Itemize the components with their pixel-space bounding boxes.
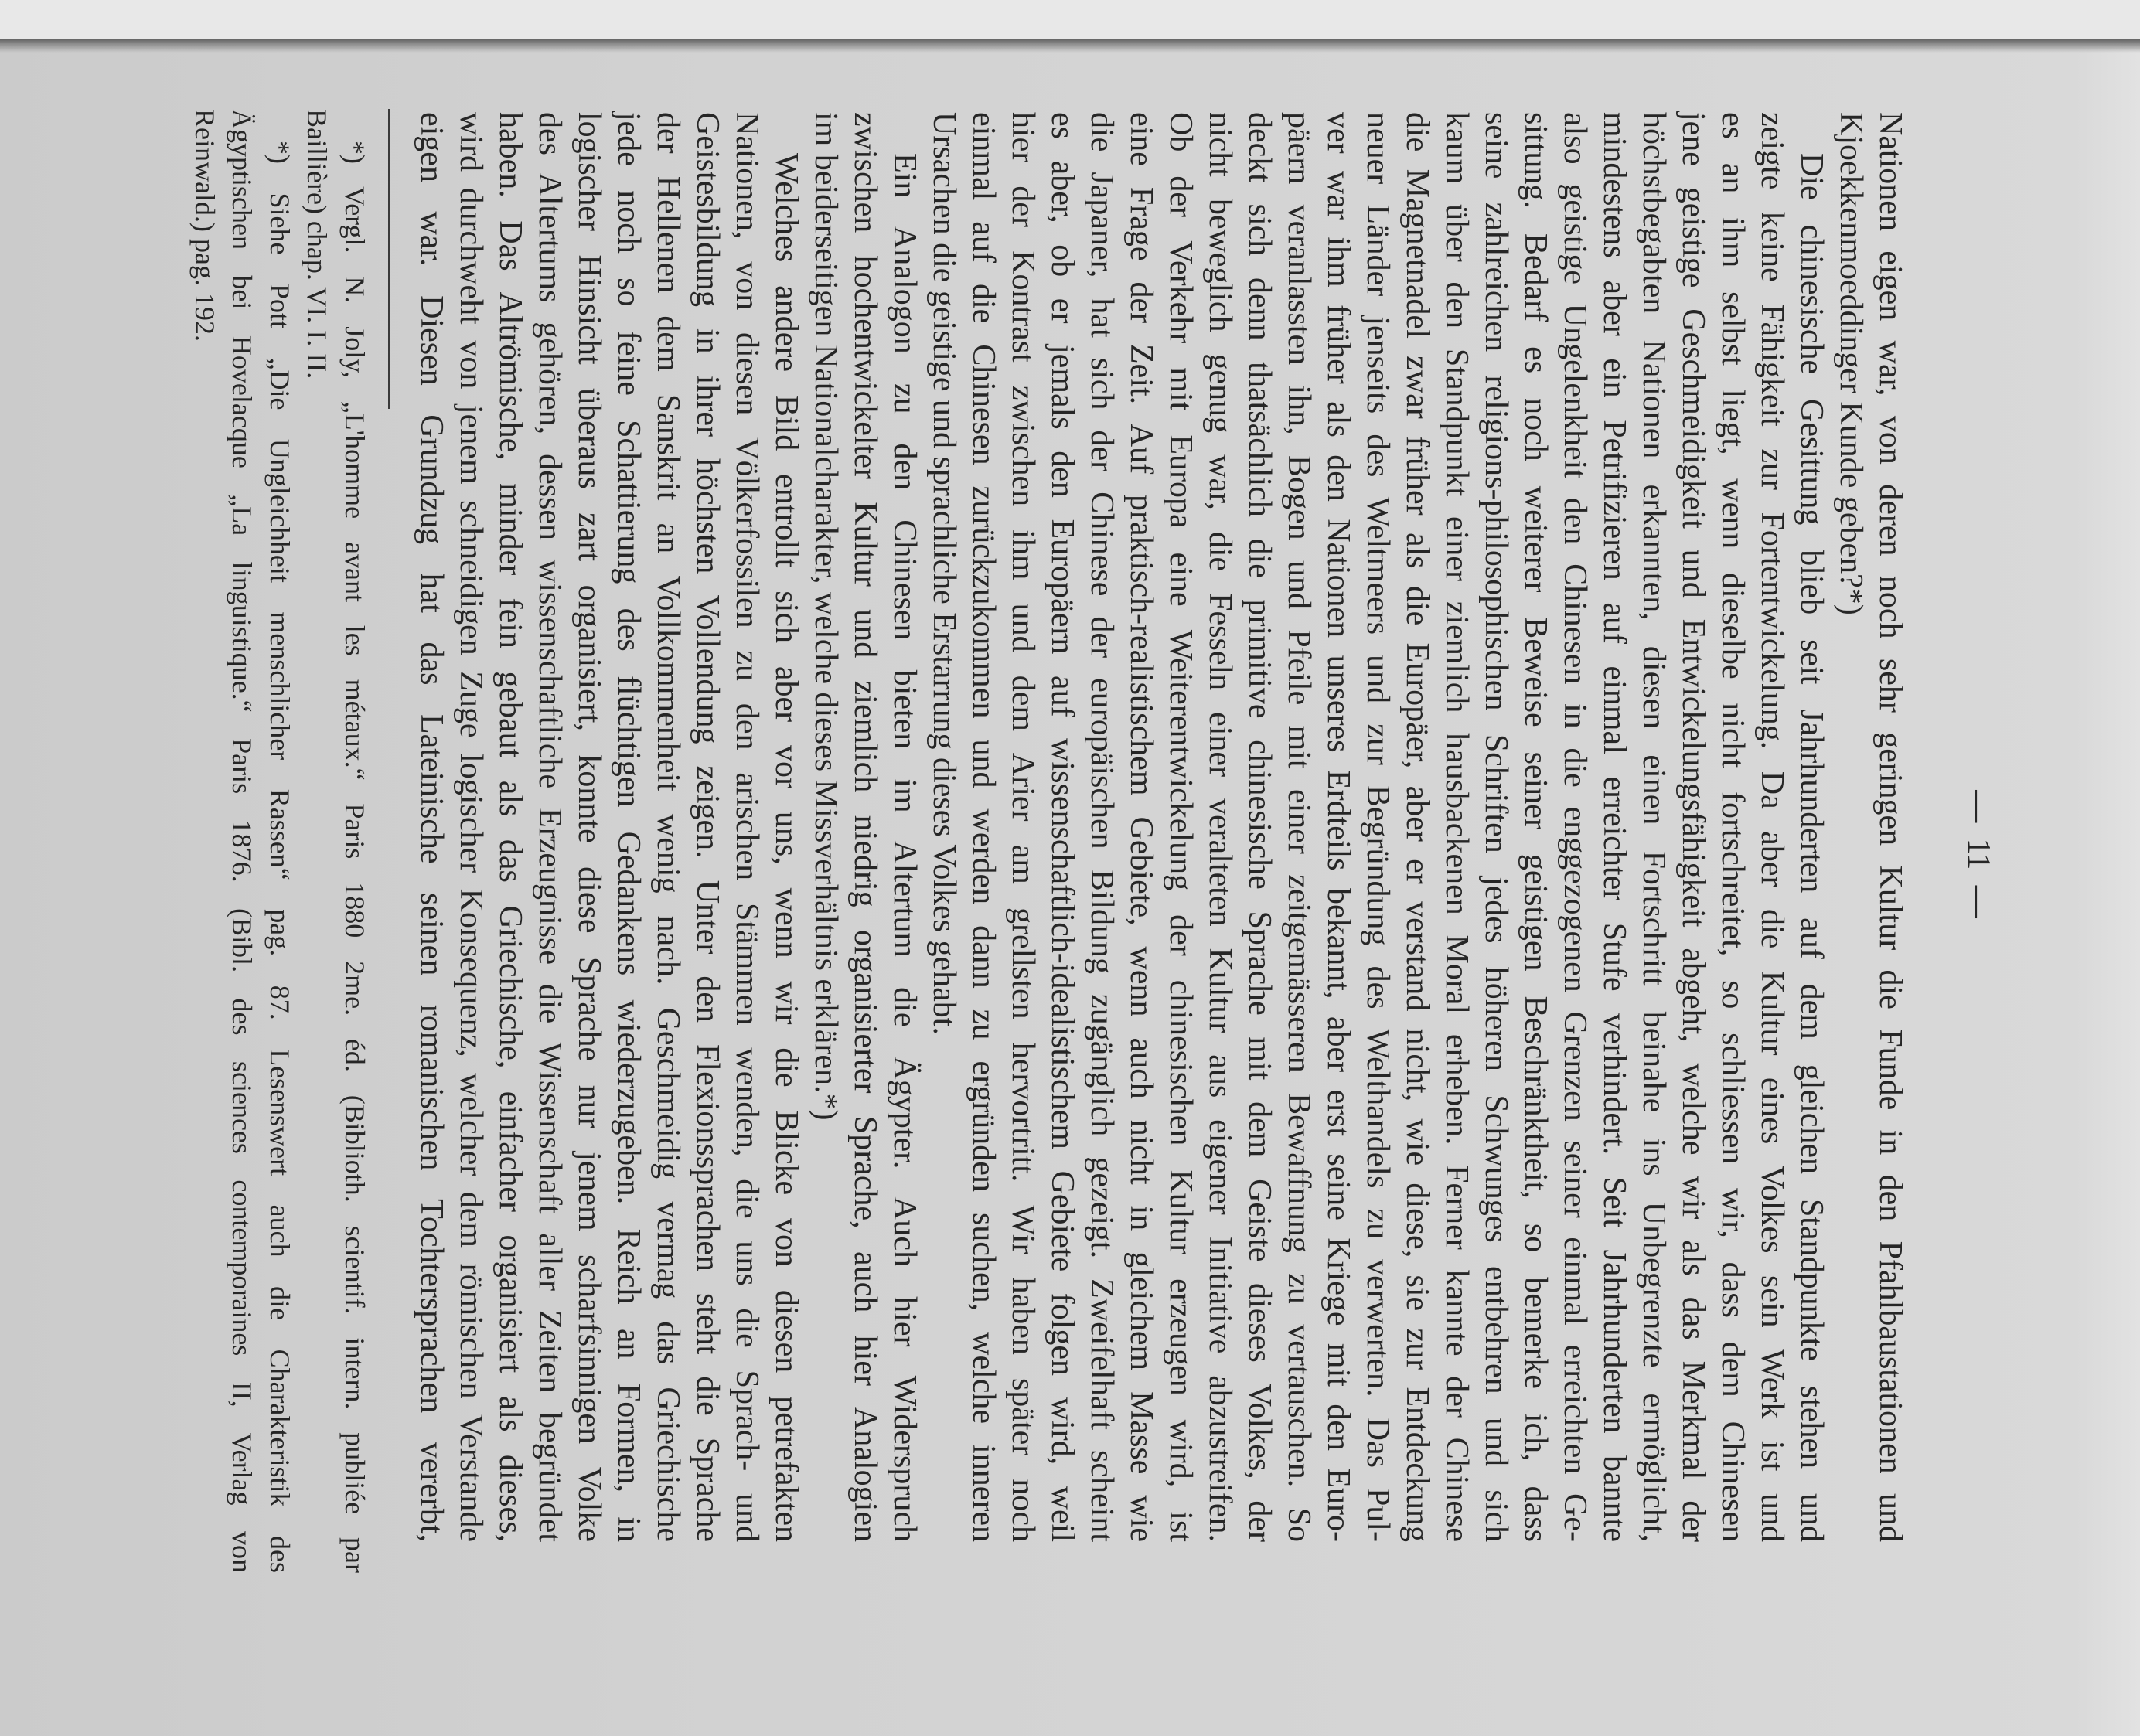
text-line: seine zahlreichen religions-philosophischen Schriften jedes höheren Schwunges entbehren und sich <box>1478 112 1514 1542</box>
text-line: Nationen eigen war, von deren noch sehr geringen Kultur die Funde in den Pfahlbaustationen und <box>1872 112 1908 1542</box>
text-line: im beiderseitigen Nationalcharakter, welche dieses Missverhältnis erklären.*) <box>808 112 843 1121</box>
paragraph <box>924 112 1831 1542</box>
text-line: jene geistige Geschmeidigkeit und Entwickelungsfähigkeit abgeht, welche wir als das Merkmal der <box>1675 112 1711 1542</box>
text-line: einmal auf die Chinesen zurückzukommen und werden dann zu ergründen suchen, welche inneren <box>966 112 1001 1542</box>
text-line: deckt sich denn thatsächlich die primitive chinesische Sprache mit dem Geiste dieses Volkes, der <box>1242 112 1277 1542</box>
text-line: eine Frage der Zeit. Auf praktisch-realistischem Gebiete, wenn auch nicht in gleichem Masse wie <box>1123 112 1159 1542</box>
text-line: höchstbegabten Nationen erkannten, diesen einen Fortschritt beinahe ins Unbegrenzte ermöglicht, <box>1636 112 1671 1542</box>
text-line: sittung. Bedarf es noch weiterer Beweise seiner geistigen Beschränktheit, so bemerke ich, dass <box>1518 112 1553 1542</box>
text-line: Welches andere Bild entrollt sich aber vor uns, wenn wir die Blicke von diesen petrefakten <box>768 153 804 1542</box>
text-line: ver war ihm früher als den Nationen unseres Erdteils bekannt, aber erst seine Kriege mit den Euro- <box>1320 112 1356 1542</box>
text-line: Ob der Verkehr mit Europa eine Weiterentwickelung der chinesischen Kultur erzeugen wird, ist <box>1163 112 1198 1542</box>
text-line: hier der Kontrast zwischen ihm und dem Arier am grellsten hervortritt. Wir haben später noch <box>1005 112 1041 1542</box>
text-line: nicht beweglich genug war, die Fesseln einer veralteten Kultur aus eigener Initiative abzustreifen. <box>1202 112 1238 1542</box>
text-line: Kjoekkenmoeddinger Kunde geben?*) <box>1833 112 1869 615</box>
text-line: jede noch so feine Schattierung des flüchtigen Gedankens wiederzugeben. Reich an Formen, in <box>611 112 646 1542</box>
text-line: Geistesbildung in ihrer höchsten Vollendung zeigen. Unter den Flexionssprachen steht die Sprache <box>690 112 725 1542</box>
paragraph <box>411 112 806 1542</box>
text-line: mindestens aber ein Petrifizieren auf einmal erreichter Stufe verhindert. Seit Jahrhunderten bannte <box>1596 112 1632 1542</box>
text-line: Ein Analogon zu den Chinesen bieten im Altertum die Ägypter. Auch hier Widerspruch <box>887 153 922 1542</box>
text-line: Ursachen die geistige und sprachliche Erstarrung dieses Volkes gehabt. <box>926 112 962 1035</box>
paragraph <box>806 112 924 1542</box>
text-line: des Altertums gehören, dessen wissenschaftliche Erzeugnisse die Wissenschaft aller Zeiten begründet <box>532 112 567 1542</box>
text-line: wird durchweht von jenem schneidigen Zuge logischer Konsequenz, welcher dem römischen Verstande <box>453 112 489 1542</box>
text-line: die Japaner, hat sich der Chinese der europäischen Bildung zugänglich gezeigt. Zweifelhaft scheint <box>1084 112 1119 1542</box>
footnote <box>298 109 373 1573</box>
text-line: also geistige Ungelenkheit den Chinesen in die enggezogenen Grenzen seiner einmal erreichten Ge- <box>1557 112 1593 1542</box>
text-line: kaum über den Standpunkt einer ziemlich hausbackenen Moral erheben. Ferner kannte der Chinese <box>1439 112 1474 1542</box>
page-number: — 11 — <box>1961 790 1996 918</box>
text-line: die Magnetnadel zwar früher als die Europäer, aber er verstand nicht, wie diese, sie zur Entdeckung <box>1399 112 1435 1542</box>
footnote-line: Reinwald.) pag. 192. <box>189 109 220 342</box>
text-line: es aber, ob er jemals den Europäern auf wissenschaftlich-idealistischem Gebiete folgen wird, weil <box>1044 112 1080 1542</box>
text-line: Nationen, von diesen Völkerfossilen zu den arischen Stämmen wenden, die uns die Sprach- und <box>729 112 765 1542</box>
text-line: eigen war. Diesen Grundzug hat das Lateinische seinen romanischen Tochtersprachen vererbt, <box>414 112 449 1542</box>
text-line: haben. Das Altrömische, minder fein gebaut als das Griechische, einfacher organisiert als dieses, <box>492 112 528 1542</box>
footnote-line: Baillière) chap. VI. I. II. <box>302 109 333 380</box>
footnote-rule <box>388 109 390 409</box>
text-line: der Hellenen dem Sanskrit an Vollkommenheit wenig nach. Geschmeidig vermag das Griechische <box>650 112 686 1542</box>
footnote-line: *) Vergl. N. Joly, „L'homme avant les métaux.“ Paris 1880 2me. éd. (Biblioth. scientif. intern. publiée par <box>339 141 370 1573</box>
footnote-line: Ägyptischen bei Hovelacque „La linguistique.“ Paris 1876. (Bibl. des sciences contemporaines II, Verlag von <box>227 109 258 1573</box>
footnote <box>186 109 299 1573</box>
footnotes <box>186 109 374 1573</box>
text-line: es an ihm selbst liegt, wenn dieselbe nicht fortschreitet, so schliessen wir, dass dem Chinesen <box>1715 112 1750 1542</box>
text-line: Die chinesische Gesittung blieb seit Jahrhunderten auf dem gleichen Standpunkte stehen und <box>1794 153 1829 1542</box>
footnote-line: *) Siehe Pott „Die Ungleichheit menschlicher Rassen“ pag. 87. Lesenswert auch die Charakteristik des <box>264 141 295 1573</box>
text-line: logischer Hinsicht überaus zart organisiert, konnte diese Sprache nur jenem scharfsinnigen Volke <box>571 112 607 1542</box>
text-line: päern veranlassten ihn, Bogen und Pfeile mit einer zeitgemässeren Bewaffnung zu vertauschen. So <box>1281 112 1317 1542</box>
text-line: neuer Länder jenseits des Weltmeers und zur Begründung des Welthandels zu verwerten. Das Pul- <box>1360 112 1395 1542</box>
text-line: zeigte keine Fähigkeit zur Fortentwickelung. Da aber die Kultur eines Volkes sein Werk ist und <box>1754 112 1790 1542</box>
paragraph <box>1831 112 1910 1542</box>
text-line: zwischen hochentwickelter Kultur und ziemlich niedrig organisierter Sprache, auch hier Analogien <box>847 112 883 1542</box>
main-text <box>411 112 1910 1542</box>
